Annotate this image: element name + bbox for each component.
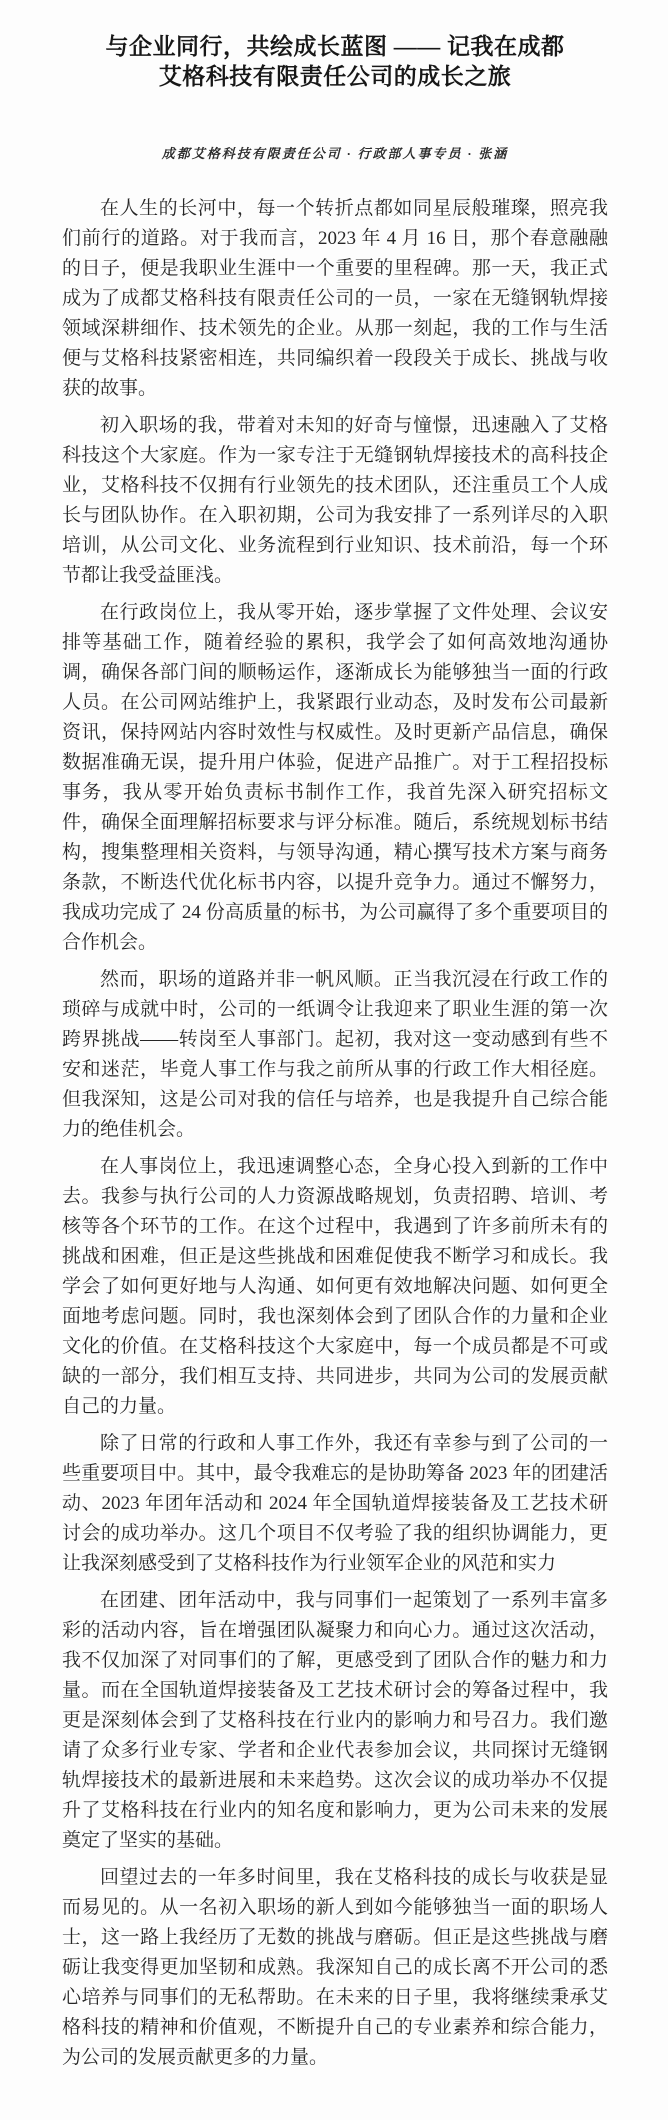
body-paragraph: 在行政岗位上，我从零开始，逐步掌握了文件处理、会议安排等基础工作，随着经验的累积，我学会了如何高效地沟通协调，确保各部门间的顺畅运作，逐渐成长为能够独当一面的行政人员。在公司网站维护上，我紧跟行业动态，及时发布公司最新资讯，保持网站内容时效性与权威性。及时更新产品信息，确保数据准确无误，提升用户体验，促进产品推广。对于工程招投标事务，我从零开始负责标书制作工作，我首先深入研究招标文件，确保全面理解招标要求与评分标准。随后，系统规划标书结构，搜集整理相关资料，与领导沟通，精心撰写技术方案与商务条款，不断迭代优化标书内容，以提升竞争力。通过不懈努力，我成功完成了 24 份高质量的标书，为公司赢得了多个重要项目的合作机会。 [62, 601, 608, 953]
body-paragraph: 在团建、团年活动中，我与同事们一起策划了一系列丰富多彩的活动内容，旨在增强团队凝聚力和向心力。通过这次活动，我不仅加深了对同事们的了解，更感受到了团队合作的魅力和力量。而在全国轨道焊接装备及工艺技术研讨会的筹备过程中，我更是深刻体会到了艾格科技在行业内的影响力和号召力。我们邀请了众多行业专家、学者和企业代表参加会议，共同探讨无缝钢轨焊接技术的最新进展和未来趋势。这次会议的成功举办不仅提升了艾格科技在行业内的知名度和影响力，更为公司未来的发展奠定了坚实的基础。 [62, 1589, 608, 1851]
body-paragraph: 然而，职场的道路并非一帆风顺。正当我沉浸在行政工作的琐碎与成就中时，公司的一纸调令让我迎来了职业生涯的第一次跨界挑战——转岗至人事部门。起初，我对这一变动感到有些不安和迷茫，毕竟人事工作与我之前所从事的行政工作大相径庭。但我深知，这是公司对我的信任与培养，也是我提升自己综合能力的绝佳机会。 [62, 968, 608, 1140]
article-body [62, 194, 608, 2073]
page-title [68, 32, 602, 93]
body-paragraph: 在人事岗位上，我迅速调整心态，全身心投入到新的工作中去。我参与执行公司的人力资源战略规划，负责招聘、培训、考核等各个环节的工作。在这个过程中，我遇到了许多前所未有的挑战和困难，但正是这些挑战和困难促使我不断学习和成长。我学会了如何更好地与人沟通、如何更有效地解决问题、如何更全面地考虑问题。同时，我也深刻体会到了团队合作的力量和企业文化的价值。在艾格科技这个大家庭中，每一个成员都是不可或缺的一部分，我们相互支持、共同进步，共同为公司的发展贡献自己的力量。 [62, 1155, 608, 1417]
body-paragraph: 除了日常的行政和人事工作外，我还有幸参与到了公司的一些重要项目中。其中，最令我难忘的是协助筹备 2023 年的团建活动、2023 年团年活动和 2024 年全国轨道焊接装备及工艺技术研讨会的成功举办。这几个项目不仅考验了我的组织协调能力，更让我深刻感受到了艾格科技作为行业领军企业的风范和实力 [62, 1432, 608, 1574]
byline: 成都艾格科技有限责任公司 · 行政部人事专员 · 张涵 [161, 145, 509, 161]
body-paragraph: 在人生的长河中，每一个转折点都如同星辰般璀璨，照亮我们前行的道路。对于我而言，2023 年 4 月 16 日，那个春意融融的日子，便是我职业生涯中一个重要的里程碑。那一天，我正式成为了成都艾格科技有限责任公司的一员，一家在无缝钢轨焊接领域深耕细作、技术领先的企业。从那一刻起，我的工作与生活便与艾格科技紧密相连，共同编织着一段段关于成长、挑战与收获的故事。 [62, 197, 608, 399]
body-paragraph: 回望过去的一年多时间里，我在艾格科技的成长与收获是显而易见的。从一名初入职场的新人到如今能够独当一面的职场人士，这一路上我经历了无数的挑战与磨砺。但正是这些挑战与磨砺让我变得更加坚韧和成熟。我深知自己的成长离不开公司的悉心培养与同事们的无私帮助。在未来的日子里，我将继续秉承艾格科技的精神和价值观，不断提升自己的专业素养和综合能力，为公司的发展贡献更多的力量。 [62, 1866, 608, 2068]
body-paragraph: 初入职场的我，带着对未知的好奇与憧憬，迅速融入了艾格科技这个大家庭。作为一家专注于无缝钢轨焊接技术的高科技企业，艾格科技不仅拥有行业领先的技术团队，还注重员工个人成长与团队协作。在入职初期，公司为我安排了一系列详尽的入职培训，从公司文化、业务流程到行业知识、技术前沿，每一个环节都让我受益匪浅。 [62, 414, 608, 586]
page-title-line-2: 艾格科技有限责任公司的成长之旅 [158, 64, 512, 90]
page-title-line-1: 与企业同行，共绘成长蓝图 —— 记我在成都 [105, 34, 565, 59]
